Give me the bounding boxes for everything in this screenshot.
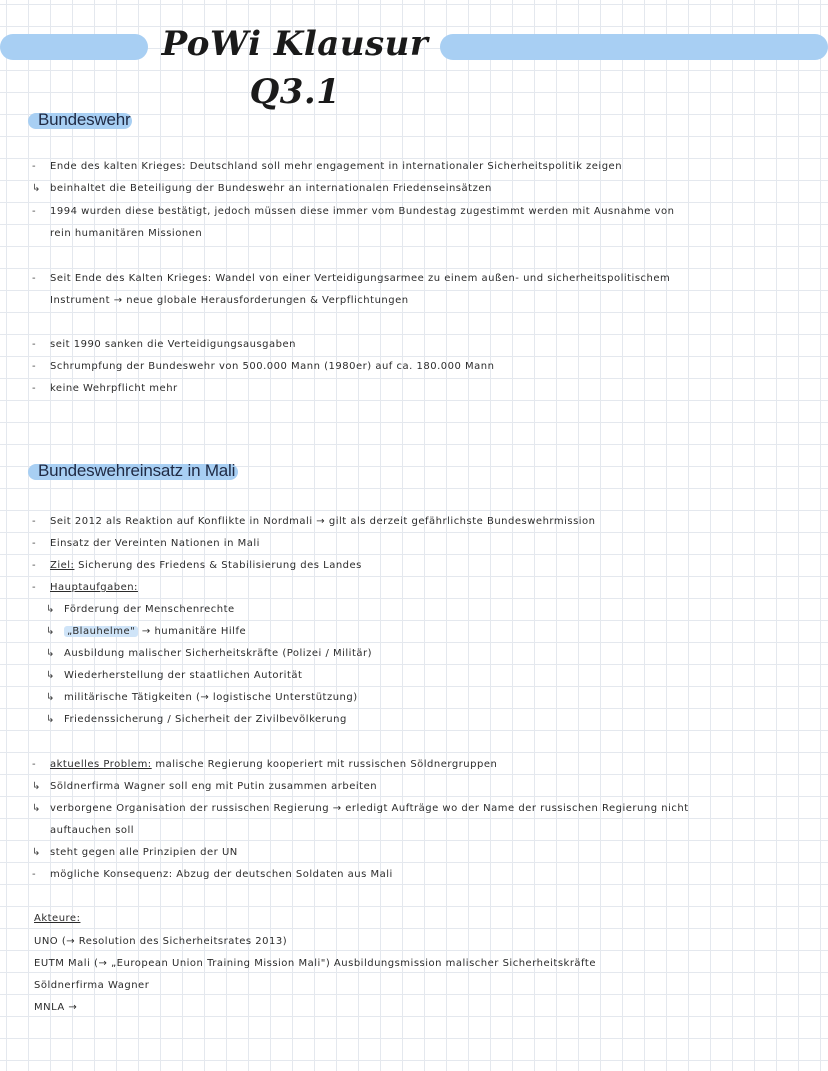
list-item: ↳ verborgene Organisation der russischen Regierung → erledigt Aufträge wo der Name der russischen Regierung nicht — [32, 803, 689, 814]
actors-label: Akteure: — [34, 913, 81, 924]
list-item: ↳ Friedenssicherung / Sicherheit der Zivilbevölkerung — [46, 714, 347, 725]
list-item: ↳ beinhaltet die Beteiligung der Bundeswehr an internationalen Friedenseinsätzen — [32, 183, 492, 194]
list-item: - aktuelles Problem: malische Regierung kooperiert mit russischen Söldnergruppen — [32, 759, 498, 770]
list-item: - mögliche Konsequenz: Abzug der deutschen Soldaten aus Mali — [32, 869, 393, 880]
list-item: ↳ militärische Tätigkeiten (→ logistische Unterstützung) — [46, 692, 358, 703]
heading-text: Bundeswehr — [38, 110, 131, 129]
title-bar-left — [0, 34, 148, 60]
list-item: - Seit 2012 als Reaktion auf Konflikte in Nordmali → gilt als derzeit gefährlichste Bundeswehrmission — [32, 516, 596, 527]
list-item: - Seit Ende des Kalten Krieges: Wandel von einer Verteidigungsarmee zu einem außen- und sicherheitspolitischem — [32, 273, 671, 284]
list-item: ↳ Ausbildung malischer Sicherheitskräfte (Polizei / Militär) — [46, 648, 373, 659]
list-item: EUTM Mali (→ „European Union Training Mission Mali") Ausbildungsmission malischer Sicherheitskräfte — [34, 958, 596, 969]
list-item: ↳ steht gegen alle Prinzipien der UN — [32, 847, 238, 858]
list-item: Instrument → neue globale Herausforderungen & Verpflichtungen — [50, 295, 409, 306]
list-item: auftauchen soll — [50, 825, 135, 836]
list-item: ↳ Söldnerfirma Wagner soll eng mit Putin zusammen arbeiten — [32, 781, 378, 792]
list-item: - seit 1990 sanken die Verteidigungsausgaben — [32, 339, 296, 350]
list-item: - Einsatz der Vereinten Nationen in Mali — [32, 538, 260, 549]
list-item: ↳ Wiederherstellung der staatlichen Autorität — [46, 670, 303, 681]
list-item: Söldnerfirma Wagner — [34, 980, 150, 991]
list-item: ↳ „Blauhelme" → humanitäre Hilfe — [46, 626, 247, 637]
title-bar-right — [440, 34, 828, 60]
list-item: - Schrumpfung der Bundeswehr von 500.000 Mann (1980er) auf ca. 180.000 Mann — [32, 361, 495, 372]
list-item: - Ziel: Sicherung des Friedens & Stabilisierung des Landes — [32, 560, 362, 571]
section-mali-heading — [28, 461, 238, 483]
page-title: PoWi Klausur Q3.1 — [161, 24, 429, 112]
heading-text: Bundeswehreinsatz in Mali — [38, 461, 236, 480]
section-bundeswehr-heading — [28, 110, 132, 132]
list-item: - 1994 wurden diese bestätigt, jedoch müssen diese immer vom Bundestag zugestimmt werden mit Ausnahme von — [32, 206, 675, 217]
list-item: - Hauptaufgaben: — [32, 582, 138, 593]
list-item: - keine Wehrpflicht mehr — [32, 383, 178, 394]
list-item: rein humanitären Missionen — [50, 228, 203, 239]
list-item: UNO (→ Resolution des Sicherheitsrates 2013) — [34, 936, 288, 947]
list-item: MNLA → — [34, 1002, 78, 1013]
list-item: - Ende des kalten Krieges: Deutschland soll mehr engagement in internationaler Sicherheitspolitik zeigen — [32, 161, 623, 172]
list-item: ↳ Förderung der Menschenrechte — [46, 604, 235, 615]
